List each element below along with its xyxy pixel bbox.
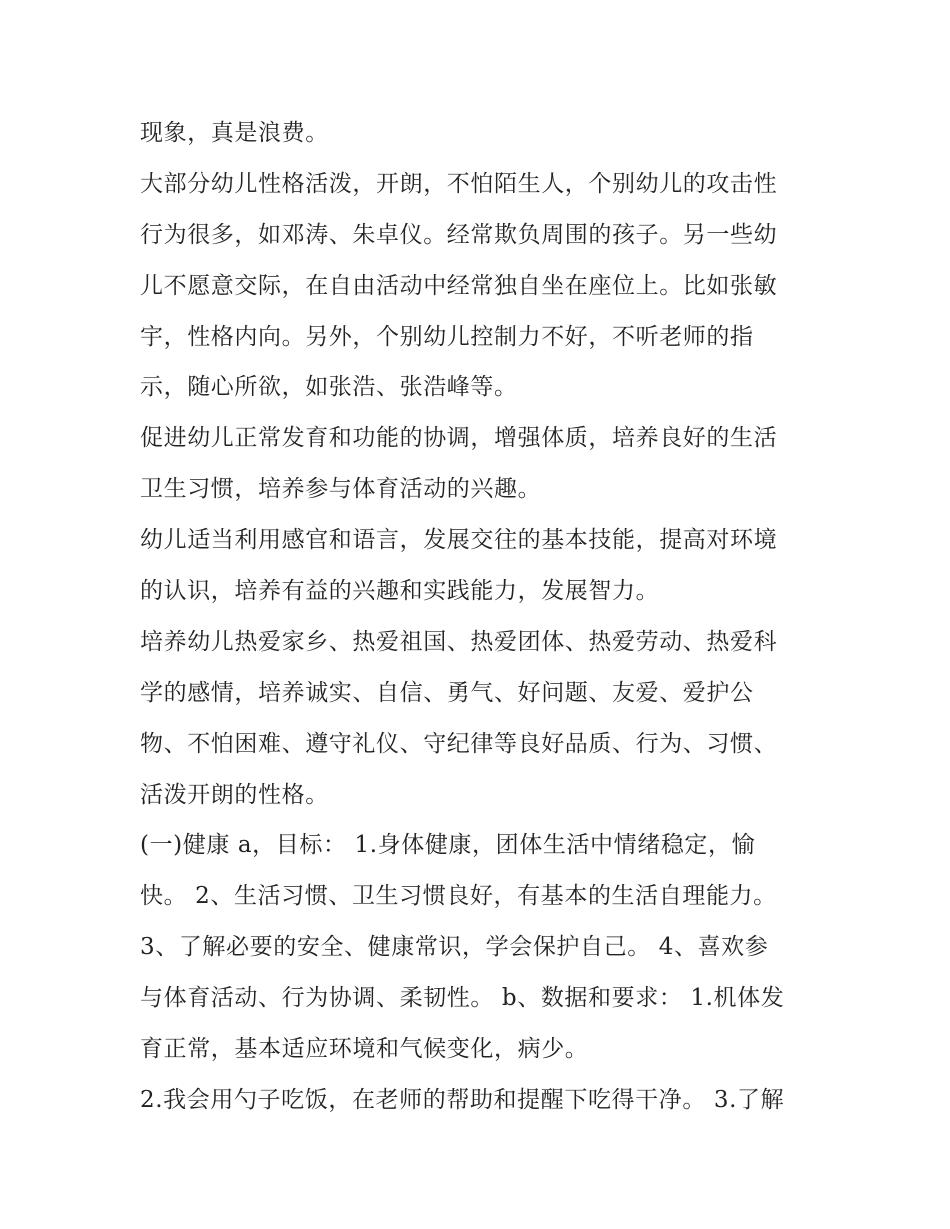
text-line: 活泼开朗的性格。 <box>140 781 329 808</box>
text-line: 现象，真是浪费。 <box>140 120 329 146</box>
text-line: 行为很多，如邓涛、朱卓仪。经常欺负周围的孩子。另一些幼 <box>140 221 778 248</box>
text-line: 3、了解必要的安全、健康常识，学会保护自己。 4、喜欢参 <box>140 934 769 961</box>
text-line: 幼儿适当利用感官和语言，发展交往的基本技能，提高对环境 <box>140 527 778 554</box>
text-line: 大部分幼儿性格活泼，开朗，不怕陌生人，个别幼儿的攻击性 <box>140 170 778 197</box>
text-line: 儿不愿意交际，在自由活动中经常独自坐在座位上。比如张敏 <box>140 272 778 299</box>
text-line: (一)健康 a，目标： 1.身体健康，团体生活中情绪稳定，愉 <box>140 832 756 859</box>
text-line: 促进幼儿正常发育和功能的协调，增强体质，培养良好的生活 <box>140 425 778 452</box>
document-body <box>140 108 830 1126</box>
text-line: 培养幼儿热爱家乡、热爱祖国、热爱团体、热爱劳动、热爱科 <box>140 628 778 655</box>
text-line: 示，随心所欲，如张浩、张浩峰等。 <box>140 374 518 401</box>
text-line: 2.我会用勺子吃饭，在老师的帮助和提醒下吃得干净。 3.了解 <box>140 1086 785 1113</box>
text-line: 快。 2、生活习惯、卫生习惯良好，有基本的生活自理能力。 <box>140 883 777 910</box>
text-line: 宇，性格内向。另外，个别幼儿控制力不好，不听老师的指 <box>140 323 754 350</box>
text-line: 物、不怕困难、遵守礼仪、守纪律等良好品质、行为、习惯、 <box>140 730 778 757</box>
text-line: 与体育活动、行为协调、柔韧性。 b、数据和要求： 1.机体发 <box>140 985 785 1012</box>
text-line: 的认识，培养有益的兴趣和实践能力，发展智力。 <box>140 578 660 605</box>
text-line: 卫生习惯，培养参与体育活动的兴趣。 <box>140 476 542 503</box>
text-line: 学的感情，培养诚实、自信、勇气、好问题、友爱、爱护公 <box>140 679 754 706</box>
text-line: 育正常，基本适应环境和气候变化，病少。 <box>140 1036 589 1063</box>
